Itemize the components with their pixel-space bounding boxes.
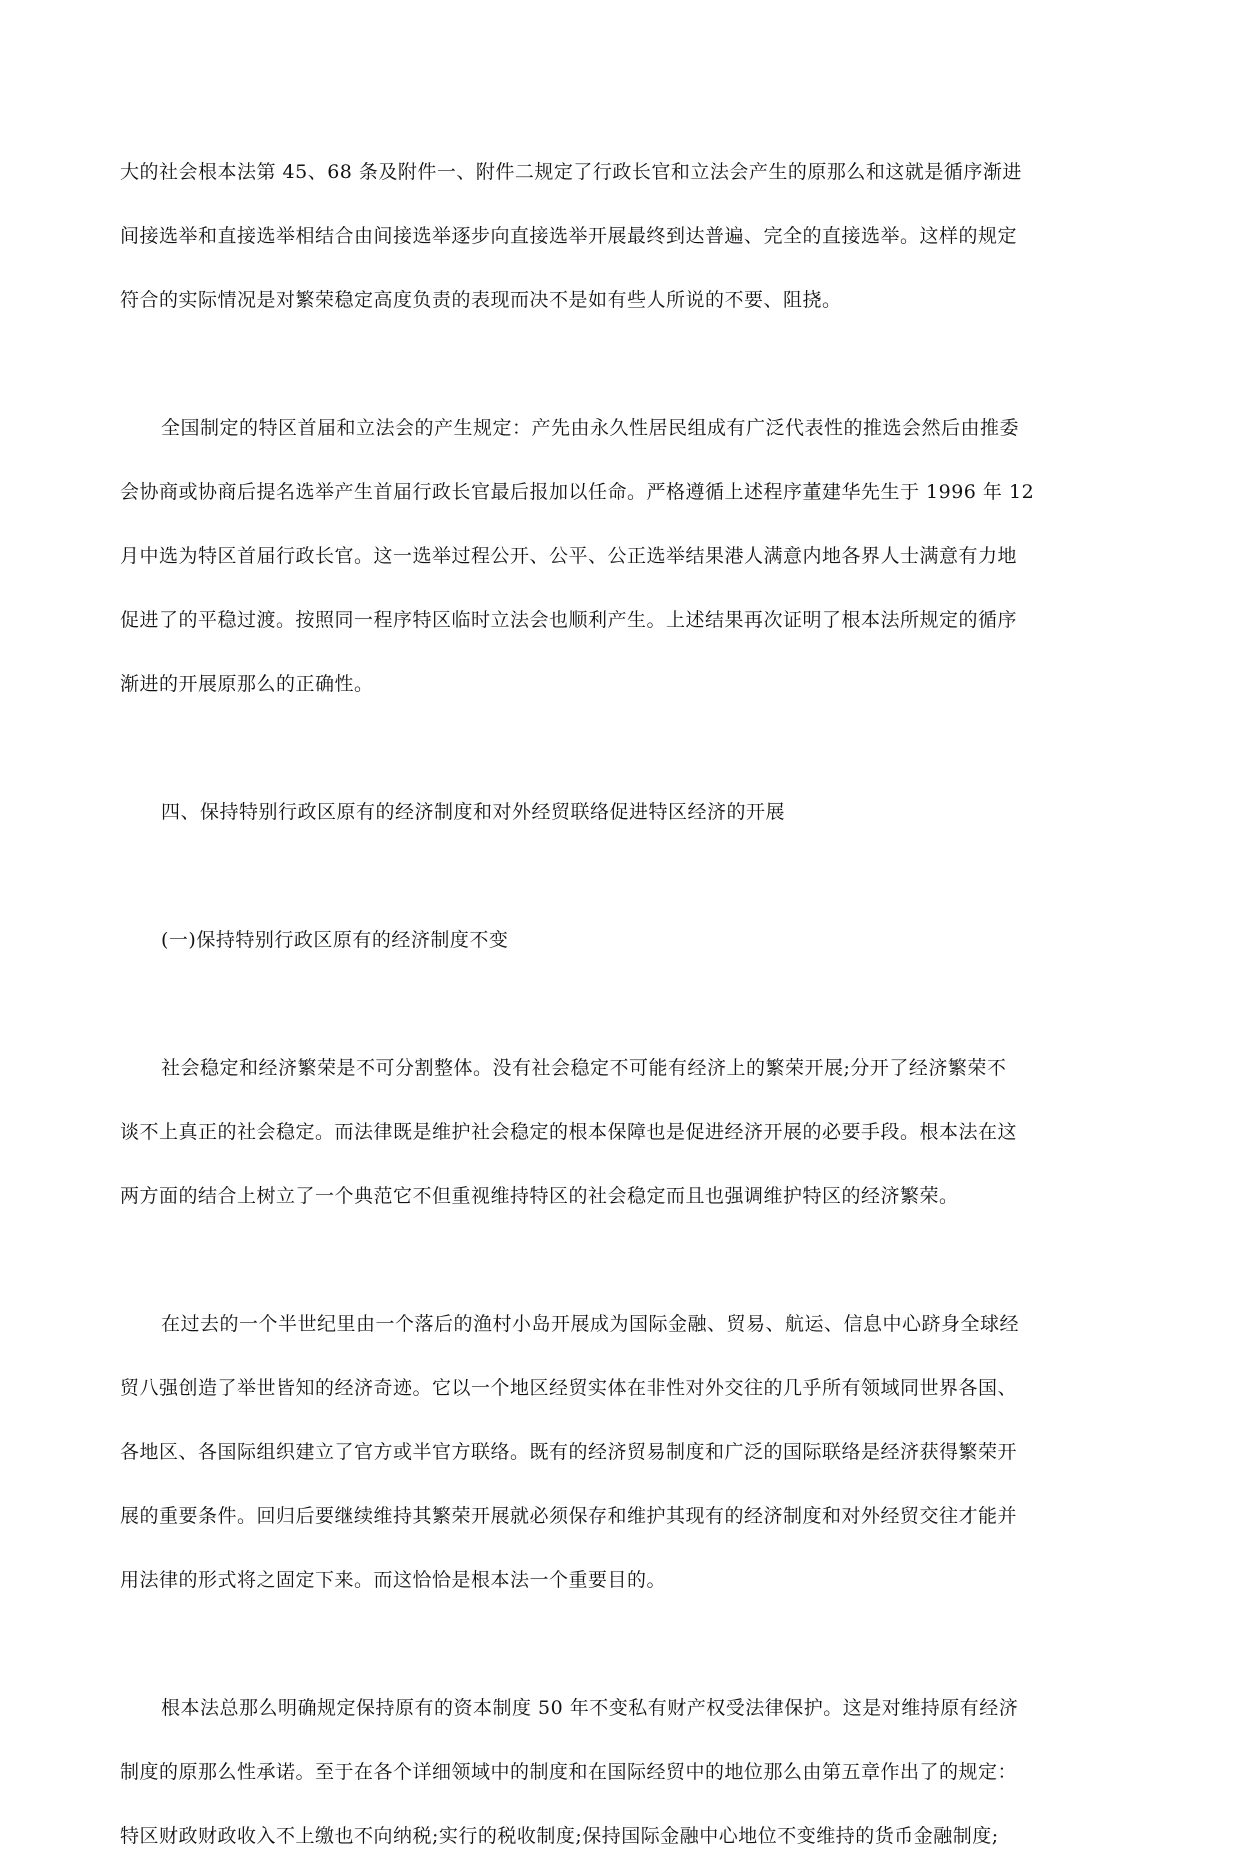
text-line: 符合的实际情况是对繁荣稳定高度负责的表现而决不是如有些人所说的不要、阻挠。 [120, 289, 842, 311]
paragraph-first-election [120, 396, 1120, 716]
text-line: 大的社会根本法第 45、68 条及附件一、附件二规定了行政长官和立法会产生的原那么和这就是循序渐进 [120, 161, 1022, 183]
heading-line: (一)保持特别行政区原有的经济制度不变 [161, 929, 509, 951]
text-line: 会协商或协商后提名选举产生首届行政长官最后报加以任命。严格遵循上述程序董建华先生于 1996 年 12 [120, 481, 1035, 503]
paragraph-spacer [120, 332, 1120, 396]
document-body [120, 140, 1120, 1868]
text-line: 用法律的形式将之固定下来。而这恰恰是根本法一个重要目的。 [120, 1569, 667, 1591]
text-line: 特区财政财政收入不上缴也不向纳税;实行的税收制度;保持国际金融中心地位不变维持的货币金融制度; [120, 1825, 999, 1847]
paragraph-spacer [120, 844, 1120, 908]
text-line: 谈不上真正的社会稳定。而法律既是维护社会稳定的根本保障也是促进经济开展的必要手段。根本法在这 [120, 1121, 1018, 1143]
paragraph-economic-history [120, 1292, 1120, 1612]
text-line: 制度的原那么性承诺。至于在各个详细领域中的制度和在国际经贸中的地位那么由第五章作出了的规定： [120, 1761, 1018, 1783]
paragraph-capitalist-system [120, 1676, 1120, 1868]
text-line: 在过去的一个半世纪里由一个落后的渔村小岛开展成为国际金融、贸易、航运、信息中心跻身全球经 [161, 1313, 1020, 1335]
section-heading [120, 780, 1120, 844]
text-line: 全国制定的特区首届和立法会的产生规定：产先由永久性居民组成有广泛代表性的推选会然后由推委 [161, 417, 1020, 439]
text-line: 月中选为特区首届行政长官。这一选举过程公开、公平、公正选举结果港人满意内地各界人士满意有力地 [120, 545, 1018, 567]
text-line: 两方面的结合上树立了一个典范它不但重视维持特区的社会稳定而且也强调维护特区的经济繁荣。 [120, 1185, 959, 1207]
text-line: 促进了的平稳过渡。按照同一程序特区临时立法会也顺利产生。上述结果再次证明了根本法所规定的循序 [120, 609, 1018, 631]
paragraph-spacer [120, 972, 1120, 1036]
heading-line: 四、保持特别行政区原有的经济制度和对外经贸联络促进特区经济的开展 [161, 801, 786, 823]
text-line: 各地区、各国际组织建立了官方或半官方联络。既有的经济贸易制度和广泛的国际联络是经济获得繁荣开 [120, 1441, 1018, 1463]
text-line: 间接选举和直接选举相结合由间接选举逐步向直接选举开展最终到达普遍、完全的直接选举。这样的规定 [120, 225, 1018, 247]
text-line: 根本法总那么明确规定保持原有的资本制度 50 年不变私有财产权受法律保护。这是对维持原有经济 [161, 1697, 1019, 1719]
paragraph-electoral-principle [120, 140, 1120, 332]
paragraph-spacer [120, 1612, 1120, 1676]
text-line: 展的重要条件。回归后要继续维持其繁荣开展就必须保存和维护其现有的经济制度和对外经贸交往才能并 [120, 1505, 1018, 1527]
paragraph-spacer [120, 716, 1120, 780]
subsection-heading [120, 908, 1120, 972]
text-line: 渐进的开展原那么的正确性。 [120, 673, 374, 695]
text-line: 贸八强创造了举世皆知的经济奇迹。它以一个地区经贸实体在非性对外交往的几乎所有领域同世界各国、 [120, 1377, 1018, 1399]
paragraph-stability-prosperity [120, 1036, 1120, 1228]
text-line: 社会稳定和经济繁荣是不可分割整体。没有社会稳定不可能有经济上的繁荣开展;分开了经济繁荣不 [161, 1057, 1007, 1079]
paragraph-spacer [120, 1228, 1120, 1292]
